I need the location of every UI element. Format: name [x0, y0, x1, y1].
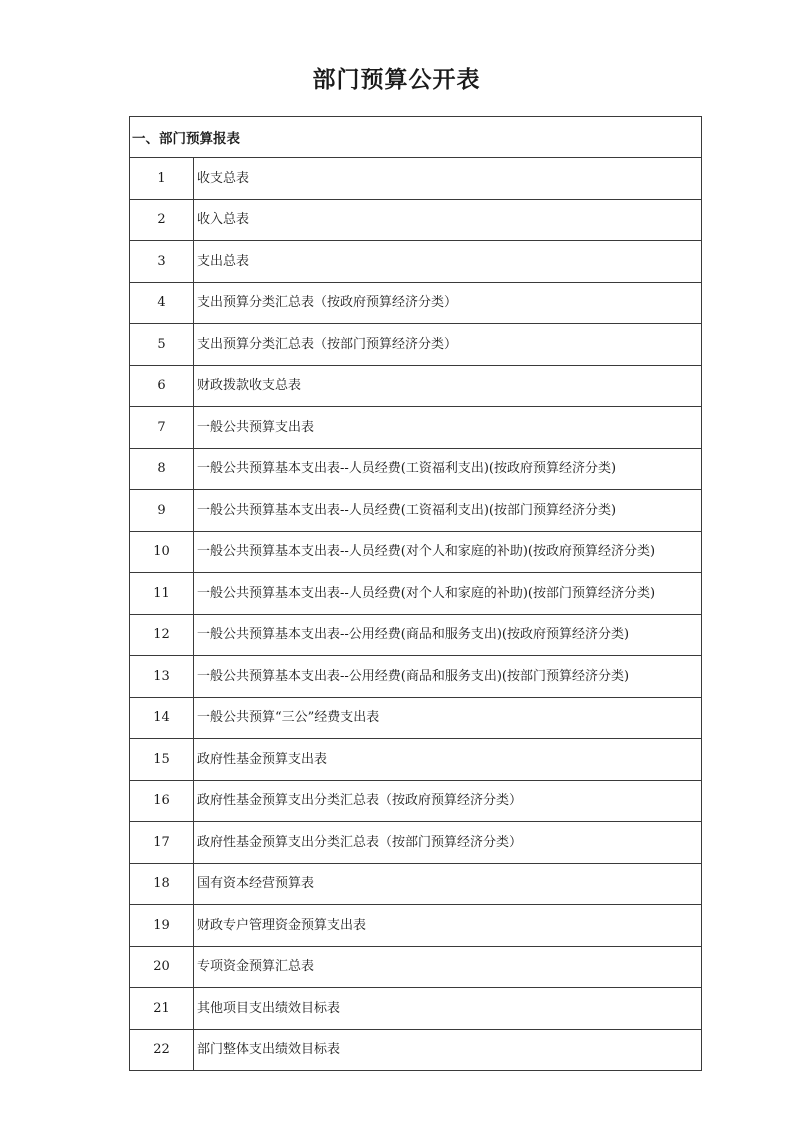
row-number: 12	[130, 614, 194, 656]
report-name: 专项资金预算汇总表	[194, 946, 702, 988]
report-name: 部门整体支出绩效目标表	[194, 1029, 702, 1071]
table-row	[130, 822, 702, 864]
report-name: 财政拨款收支总表	[194, 365, 702, 407]
table-row	[130, 656, 702, 698]
row-number: 1	[130, 158, 194, 200]
report-name: 收支总表	[194, 158, 702, 200]
report-name: 政府性基金预算支出分类汇总表（按政府预算经济分类）	[194, 780, 702, 822]
table-row	[130, 614, 702, 656]
row-number: 8	[130, 448, 194, 490]
report-name: 财政专户管理资金预算支出表	[194, 905, 702, 947]
page-title: 部门预算公开表	[312, 67, 481, 93]
report-name: 一般公共预算支出表	[194, 407, 702, 449]
table-row	[130, 531, 702, 573]
table-row	[130, 448, 702, 490]
row-number: 18	[130, 863, 194, 905]
table-row	[130, 697, 702, 739]
report-name: 一般公共预算“三公”经费支出表	[194, 697, 702, 739]
table-row	[130, 282, 702, 324]
row-number: 7	[130, 407, 194, 449]
row-number: 16	[130, 780, 194, 822]
row-number: 3	[130, 241, 194, 283]
table-row	[130, 490, 702, 532]
table-row	[130, 988, 702, 1030]
row-number: 6	[130, 365, 194, 407]
table-row	[130, 739, 702, 781]
row-number: 19	[130, 905, 194, 947]
table-row	[130, 1029, 702, 1071]
table-row	[130, 905, 702, 947]
table-row	[130, 324, 702, 366]
row-number: 13	[130, 656, 194, 698]
table-row	[130, 407, 702, 449]
table-row	[130, 241, 702, 283]
row-number: 20	[130, 946, 194, 988]
row-number: 11	[130, 573, 194, 615]
report-name: 国有资本经营预算表	[194, 863, 702, 905]
table-row	[130, 573, 702, 615]
table-row	[130, 946, 702, 988]
row-number: 17	[130, 822, 194, 864]
row-number: 22	[130, 1029, 194, 1071]
report-name: 一般公共预算基本支出表--人员经费(工资福利支出)(按政府预算经济分类)	[194, 448, 702, 490]
row-number: 10	[130, 531, 194, 573]
report-name: 政府性基金预算支出分类汇总表（按部门预算经济分类）	[194, 822, 702, 864]
section-header-row	[130, 117, 702, 158]
report-name: 支出总表	[194, 241, 702, 283]
row-number: 4	[130, 282, 194, 324]
table-row	[130, 780, 702, 822]
report-name: 一般公共预算基本支出表--公用经费(商品和服务支出)(按政府预算经济分类)	[194, 614, 702, 656]
report-name: 支出预算分类汇总表（按部门预算经济分类）	[194, 324, 702, 366]
budget-report-table	[129, 116, 702, 1071]
section-label: 一、部门预算报表	[130, 117, 702, 158]
table-row	[130, 199, 702, 241]
report-name: 一般公共预算基本支出表--人员经费(对个人和家庭的补助)(按政府预算经济分类)	[194, 531, 702, 573]
report-name: 收入总表	[194, 199, 702, 241]
row-number: 14	[130, 697, 194, 739]
row-number: 15	[130, 739, 194, 781]
table-row	[130, 158, 702, 200]
row-number: 5	[130, 324, 194, 366]
table-row	[130, 863, 702, 905]
row-number: 2	[130, 199, 194, 241]
row-number: 21	[130, 988, 194, 1030]
report-name: 一般公共预算基本支出表--公用经费(商品和服务支出)(按部门预算经济分类)	[194, 656, 702, 698]
row-number: 9	[130, 490, 194, 532]
report-name: 一般公共预算基本支出表--人员经费(工资福利支出)(按部门预算经济分类)	[194, 490, 702, 532]
report-name: 支出预算分类汇总表（按政府预算经济分类）	[194, 282, 702, 324]
table-body	[130, 117, 702, 1071]
report-name: 其他项目支出绩效目标表	[194, 988, 702, 1030]
report-name: 政府性基金预算支出表	[194, 739, 702, 781]
table-row	[130, 365, 702, 407]
report-name: 一般公共预算基本支出表--人员经费(对个人和家庭的补助)(按部门预算经济分类)	[194, 573, 702, 615]
